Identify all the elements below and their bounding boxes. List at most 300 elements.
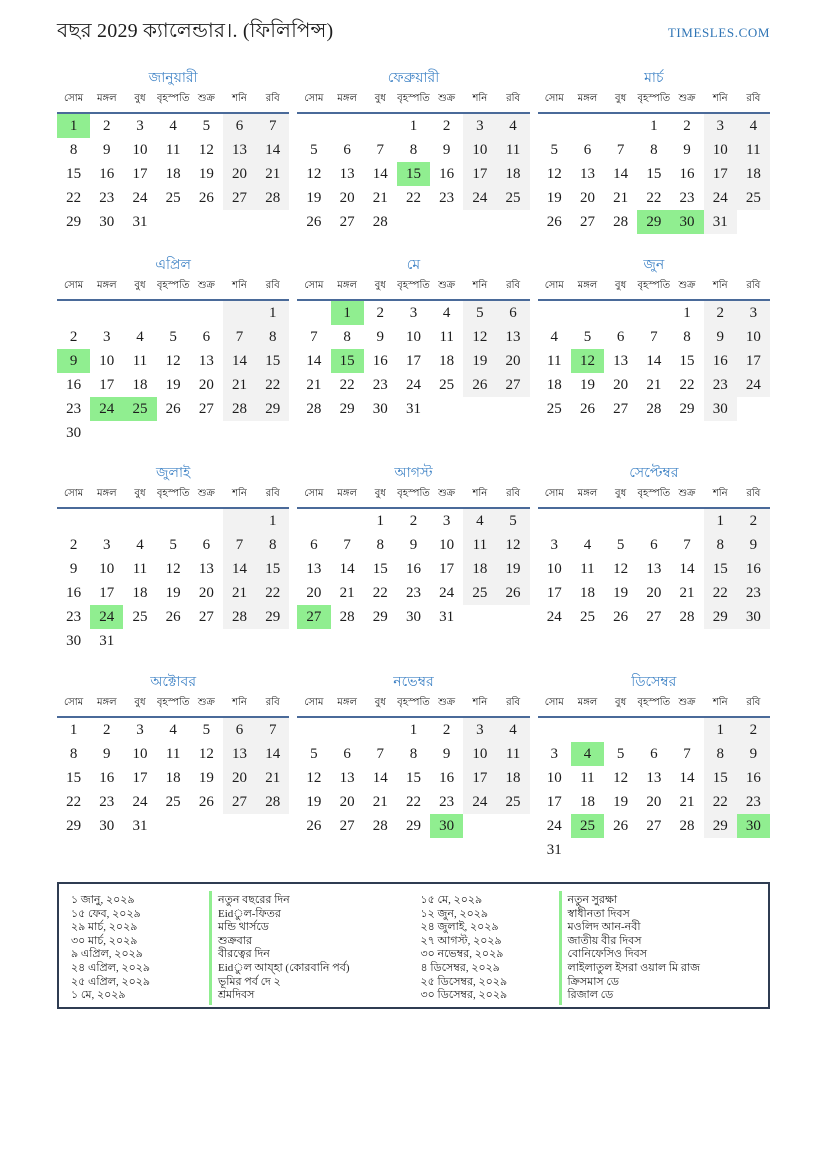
day-cell: 24: [132, 189, 148, 206]
empty-day-cell: [256, 421, 289, 445]
legend-entry: [417, 959, 761, 973]
day-cell: 3: [103, 536, 111, 553]
empty-day-cell: [223, 421, 256, 445]
day-cell: 10: [463, 138, 496, 162]
empty-day-cell: [190, 508, 223, 533]
empty-day-cell: [223, 508, 256, 533]
day-cell: 4: [136, 328, 144, 345]
weekday-header: সোম: [538, 486, 571, 508]
day-cell: 31: [99, 632, 115, 649]
day-cell: 25: [439, 376, 455, 393]
day-cell: 7: [616, 141, 625, 158]
day-cell: 15: [372, 560, 388, 577]
weekday-header: শনি: [223, 91, 256, 113]
weekday-header: শনি: [223, 278, 256, 300]
day-cell: 16: [99, 769, 115, 786]
day-cell: 1: [376, 512, 385, 529]
weekday-header: সোম: [297, 91, 330, 113]
day-cell: 10: [405, 328, 421, 345]
day-cell: 12: [496, 533, 529, 557]
day-cell: 13: [579, 165, 595, 182]
day-cell: 8: [704, 742, 737, 766]
day-cell: 2: [103, 117, 111, 134]
day-cell: 21: [223, 581, 256, 605]
month-title: সেপ্টেম্বর: [629, 466, 679, 481]
legend-holiday-label: ক্রিসমাস ডে: [559, 973, 761, 992]
legend-date: ২৭ আগস্ট, ২০২৯: [420, 934, 502, 947]
day-cell: 21: [679, 584, 695, 601]
weekday-header: সোম: [297, 486, 330, 508]
day-cell: 24: [405, 376, 421, 393]
day-cell: 23: [439, 189, 455, 206]
day-cell: 18: [737, 162, 770, 186]
empty-day-cell: [190, 629, 223, 653]
day-cell: 28: [613, 213, 629, 230]
month-title: মে: [406, 258, 421, 273]
empty-day-cell: [737, 838, 770, 862]
legend-date: ২৫ এপ্রিল, ২০২৯: [71, 975, 151, 988]
day-cell: 9: [103, 141, 111, 158]
day-cell: 15: [256, 349, 289, 373]
month-title: নভেম্বর: [393, 675, 434, 690]
day-cell: 4: [583, 536, 592, 553]
weekday-header: শুক্র: [670, 486, 703, 508]
legend-holiday-label: নতুন বছরের দিন: [209, 891, 411, 910]
empty-day-cell: [571, 838, 604, 862]
day-cell: 6: [343, 745, 351, 762]
weekday-header: মঙ্গল: [90, 695, 123, 717]
day-cell: 26: [613, 817, 629, 834]
empty-day-cell: [364, 113, 397, 138]
empty-day-cell: [571, 300, 604, 325]
weekday-header: শনি: [463, 278, 496, 300]
day-cell: 22: [405, 189, 421, 206]
weekday-header: সোম: [538, 278, 571, 300]
month-table: [538, 486, 770, 629]
day-cell: 18: [496, 766, 529, 790]
empty-day-cell: [604, 508, 637, 533]
legend-column: [417, 891, 761, 1000]
empty-day-cell: [57, 300, 90, 325]
day-cell: 10: [737, 325, 770, 349]
day-cell: 22: [372, 584, 388, 601]
day-cell: 17: [405, 352, 421, 369]
day-cell: 4: [737, 113, 770, 138]
weekday-header: বুধ: [364, 91, 397, 113]
empty-day-cell: [123, 629, 156, 653]
weekday-header: শনি: [223, 486, 256, 508]
day-cell: 23: [372, 376, 388, 393]
legend-holiday-label: মন্ডি থার্সডে: [209, 918, 411, 937]
day-cell: 14: [613, 165, 629, 182]
day-cell: 21: [372, 793, 388, 810]
day-cell: 28: [223, 605, 256, 629]
weekday-header: বৃহস্পতি: [637, 278, 670, 300]
day-cell: 10: [132, 745, 148, 762]
day-cell: 28: [372, 213, 388, 230]
day-cell: 14: [646, 352, 662, 369]
day-cell: 29: [256, 397, 289, 421]
day-cell: 11: [165, 141, 181, 158]
day-cell: 12: [306, 165, 322, 182]
day-cell: 22: [704, 790, 737, 814]
empty-day-cell: [604, 717, 637, 742]
month-title: মার্চ: [644, 71, 664, 86]
weekday-header: রবি: [737, 486, 770, 508]
day-cell: 19: [463, 349, 496, 373]
legend-entry: [67, 932, 411, 946]
day-cell: 30: [66, 424, 82, 441]
empty-day-cell: [397, 210, 430, 234]
day-cell: 11: [496, 742, 529, 766]
empty-day-cell: [637, 508, 670, 533]
legend-holiday-label: রিজাল ডে: [559, 986, 761, 1005]
empty-day-cell: [123, 300, 156, 325]
day-cell: 29: [256, 605, 289, 629]
day-cell: 5: [583, 328, 592, 345]
day-cell: 9: [442, 141, 451, 158]
day-cell: 8: [683, 328, 691, 345]
weekday-header: মঙ্গল: [571, 278, 604, 300]
day-cell: 20: [223, 162, 256, 186]
day-cell: 18: [132, 584, 148, 601]
legend-date: ৩০ মার্চ, ২০২৯: [71, 934, 138, 947]
day-cell: 1: [256, 300, 289, 325]
day-cell: 29: [372, 608, 388, 625]
month-table: [57, 91, 289, 234]
empty-day-cell: [571, 508, 604, 533]
legend-entry: [67, 905, 411, 919]
day-cell: 4: [496, 113, 529, 138]
day-cell: 21: [256, 766, 289, 790]
day-cell: 12: [613, 769, 629, 786]
day-cell: 19: [579, 376, 595, 393]
day-cell: 18: [439, 352, 455, 369]
weekday-header: বৃহস্পতি: [637, 486, 670, 508]
month-table: [538, 695, 770, 862]
empty-day-cell: [637, 300, 670, 325]
month-block: [297, 672, 529, 838]
page-header: [57, 16, 770, 56]
day-cell: 6: [223, 113, 256, 138]
day-cell: 11: [580, 560, 595, 577]
day-cell: 22: [256, 581, 289, 605]
day-cell: 2: [103, 721, 111, 738]
day-cell: 31: [546, 841, 562, 858]
day-cell: 8: [409, 141, 418, 158]
brand-link[interactable]: TIMESLES.COM: [667, 25, 770, 40]
empty-day-cell: [256, 629, 289, 653]
day-cell: 26: [613, 608, 629, 625]
day-cell: 23: [704, 373, 737, 397]
empty-day-cell: [737, 397, 770, 421]
day-cell: 23: [439, 793, 455, 810]
empty-day-cell: [123, 421, 156, 445]
day-cell: 18: [463, 557, 496, 581]
day-cell: 5: [496, 508, 529, 533]
day-cell: 14: [339, 560, 355, 577]
weekday-header: রবি: [496, 278, 529, 300]
day-cell: 10: [546, 560, 562, 577]
weekday-header: শনি: [704, 91, 737, 113]
day-cell: 26: [198, 189, 214, 206]
day-cell: 14: [223, 349, 256, 373]
day-cell: 17: [463, 766, 496, 790]
day-cell: 10: [99, 352, 115, 369]
day-cell: 28: [223, 397, 256, 421]
day-cell: 28: [646, 400, 662, 417]
day-cell: 7: [343, 536, 351, 553]
day-cell: 24: [546, 608, 562, 625]
day-cell: 17: [99, 584, 115, 601]
empty-day-cell: [571, 717, 604, 742]
legend-holiday-label: বীরত্বের দিন: [209, 945, 411, 964]
day-cell: 16: [737, 766, 770, 790]
day-cell: 14: [679, 560, 695, 577]
day-cell: 6: [310, 536, 318, 553]
weekday-header: রবি: [496, 91, 529, 113]
day-cell: 18: [546, 376, 562, 393]
day-cell: 26: [165, 400, 181, 417]
weekday-header: বুধ: [604, 278, 637, 300]
empty-day-cell: [297, 717, 330, 742]
day-cell: 22: [66, 189, 82, 206]
month-table: [297, 486, 529, 629]
day-cell: 20: [198, 584, 214, 601]
day-cell-holiday: 24: [90, 397, 123, 421]
day-cell-holiday: 15: [397, 162, 430, 186]
weekday-header: মঙ্গল: [331, 91, 364, 113]
legend-entry: [67, 918, 411, 932]
month-table: [538, 278, 770, 421]
empty-day-cell: [157, 629, 190, 653]
weekday-header: শনি: [704, 695, 737, 717]
day-cell: 4: [463, 508, 496, 533]
day-cell: 16: [66, 584, 82, 601]
day-cell: 17: [99, 376, 115, 393]
day-cell: 13: [339, 769, 355, 786]
day-cell: 31: [132, 213, 148, 230]
day-cell: 20: [339, 189, 355, 206]
day-cell-holiday: 9: [57, 349, 90, 373]
day-cell: 2: [683, 117, 691, 134]
day-cell: 2: [442, 721, 451, 738]
day-cell: 8: [256, 325, 289, 349]
day-cell: 17: [704, 162, 737, 186]
day-cell: 13: [198, 560, 214, 577]
weekday-header: মঙ্গল: [331, 486, 364, 508]
weekday-header: মঙ্গল: [90, 91, 123, 113]
month-block: [538, 68, 770, 234]
month-title: ডিসেম্বর: [631, 675, 677, 690]
day-cell: 11: [547, 352, 562, 369]
day-cell: 20: [198, 376, 214, 393]
day-cell: 16: [439, 769, 455, 786]
day-cell: 19: [306, 793, 322, 810]
day-cell: 30: [99, 817, 115, 834]
day-cell: 19: [546, 189, 562, 206]
day-cell: 6: [616, 328, 625, 345]
empty-day-cell: [190, 210, 223, 234]
day-cell: 13: [223, 742, 256, 766]
month-block: [297, 68, 529, 234]
weekday-header: রবি: [256, 695, 289, 717]
weekday-header: সোম: [57, 278, 90, 300]
day-cell: 23: [99, 793, 115, 810]
empty-day-cell: [704, 838, 737, 862]
month-title: আগস্ট: [394, 466, 433, 481]
day-cell: 19: [496, 557, 529, 581]
day-cell: 9: [737, 533, 770, 557]
day-cell: 7: [223, 325, 256, 349]
day-cell: 21: [223, 373, 256, 397]
day-cell: 18: [579, 793, 595, 810]
legend-entry: [417, 905, 761, 919]
day-cell: 27: [579, 213, 595, 230]
weekday-header: বৃহস্পতি: [157, 278, 190, 300]
weekday-header: সোম: [297, 278, 330, 300]
weekday-header: মঙ্গল: [571, 486, 604, 508]
weekday-header: শুক্র: [190, 91, 223, 113]
day-cell: 25: [463, 581, 496, 605]
day-cell: 2: [442, 117, 451, 134]
month-table: [297, 91, 529, 234]
weekday-header: শুক্র: [430, 278, 463, 300]
day-cell: 9: [704, 325, 737, 349]
month-table: [297, 695, 529, 838]
day-cell: 29: [704, 814, 737, 838]
month-block: [57, 68, 289, 234]
day-cell: 12: [463, 325, 496, 349]
day-cell: 27: [646, 817, 662, 834]
day-cell: 20: [579, 189, 595, 206]
day-cell: 7: [256, 113, 289, 138]
day-cell: 9: [737, 742, 770, 766]
day-cell: 30: [737, 605, 770, 629]
day-cell: 22: [66, 793, 82, 810]
day-cell: 11: [132, 352, 148, 369]
day-cell: 6: [202, 328, 211, 345]
empty-day-cell: [190, 814, 223, 838]
day-cell: 20: [496, 349, 529, 373]
day-cell: 6: [496, 300, 529, 325]
legend-date: ১ মে, ২০২৯: [71, 989, 126, 1002]
day-cell: 18: [165, 769, 181, 786]
day-cell: 23: [405, 584, 421, 601]
weekday-header: বুধ: [123, 486, 156, 508]
legend-entry: [67, 973, 411, 987]
month-block: [538, 672, 770, 862]
day-cell: 3: [463, 717, 496, 742]
day-cell: 14: [256, 742, 289, 766]
day-cell: 21: [372, 189, 388, 206]
day-cell: 11: [496, 138, 529, 162]
month-title: জানুয়ারী: [148, 71, 198, 86]
day-cell: 20: [646, 584, 662, 601]
day-cell: 24: [704, 186, 737, 210]
day-cell: 29: [66, 817, 82, 834]
weekday-header: মঙ্গল: [90, 486, 123, 508]
day-cell: 27: [496, 373, 529, 397]
day-cell: 8: [343, 328, 351, 345]
month-block: [297, 255, 529, 421]
day-cell: 7: [683, 745, 691, 762]
day-cell: 23: [737, 790, 770, 814]
empty-day-cell: [256, 210, 289, 234]
day-cell: 19: [613, 584, 629, 601]
day-cell: 7: [310, 328, 318, 345]
weekday-header: শুক্র: [190, 486, 223, 508]
day-cell-holiday: 25: [571, 814, 604, 838]
day-cell: 17: [546, 584, 562, 601]
day-cell: 1: [409, 117, 418, 134]
weekday-header: মঙ্গল: [331, 278, 364, 300]
day-cell: 2: [704, 300, 737, 325]
day-cell: 15: [256, 557, 289, 581]
legend-column: [67, 891, 411, 1000]
day-cell: 2: [409, 512, 418, 529]
weekday-header: রবি: [256, 91, 289, 113]
day-cell: 26: [463, 373, 496, 397]
day-cell: 27: [339, 213, 355, 230]
day-cell: 22: [405, 793, 421, 810]
weekday-header: বৃহস্পতি: [397, 695, 430, 717]
day-cell: 17: [132, 769, 148, 786]
day-cell: 7: [256, 717, 289, 742]
weekday-header: বৃহস্পতি: [397, 486, 430, 508]
day-cell: 9: [376, 328, 385, 345]
day-cell: 3: [103, 328, 111, 345]
day-cell: 6: [650, 745, 658, 762]
day-cell: 8: [409, 745, 418, 762]
day-cell: 5: [169, 536, 177, 553]
day-cell-holiday: 24: [90, 605, 123, 629]
day-cell: 19: [165, 584, 181, 601]
day-cell: 26: [165, 608, 181, 625]
day-cell: 8: [704, 533, 737, 557]
day-cell: 19: [198, 165, 214, 182]
day-cell: 2: [69, 328, 78, 345]
weekday-header: শুক্র: [190, 278, 223, 300]
empty-day-cell: [604, 113, 637, 138]
day-cell: 16: [737, 557, 770, 581]
day-cell: 13: [223, 138, 256, 162]
weekday-header: সোম: [297, 695, 330, 717]
weekday-header: মঙ্গল: [571, 695, 604, 717]
weekday-header: সোম: [57, 91, 90, 113]
day-cell: 30: [372, 400, 388, 417]
day-cell: 27: [223, 790, 256, 814]
day-cell: 5: [310, 141, 318, 158]
day-cell: 23: [99, 189, 115, 206]
day-cell: 7: [683, 536, 691, 553]
day-cell-holiday: 29: [637, 210, 670, 234]
day-cell: 4: [550, 328, 558, 345]
day-cell: 7: [376, 745, 385, 762]
day-cell: 1: [409, 721, 418, 738]
day-cell: 23: [737, 581, 770, 605]
legend-holiday-label: শ্রমদিবস: [209, 986, 411, 1005]
day-cell: 14: [372, 165, 388, 182]
day-cell: 12: [546, 165, 562, 182]
legend-date: ৪ ডিসেম্বর, ২০২৯: [420, 961, 500, 974]
empty-day-cell: [463, 814, 496, 838]
day-cell: 19: [165, 376, 181, 393]
day-cell: 31: [704, 210, 737, 234]
year-calendar-grid: [57, 68, 770, 862]
empty-day-cell: [737, 210, 770, 234]
day-cell: 28: [339, 608, 355, 625]
